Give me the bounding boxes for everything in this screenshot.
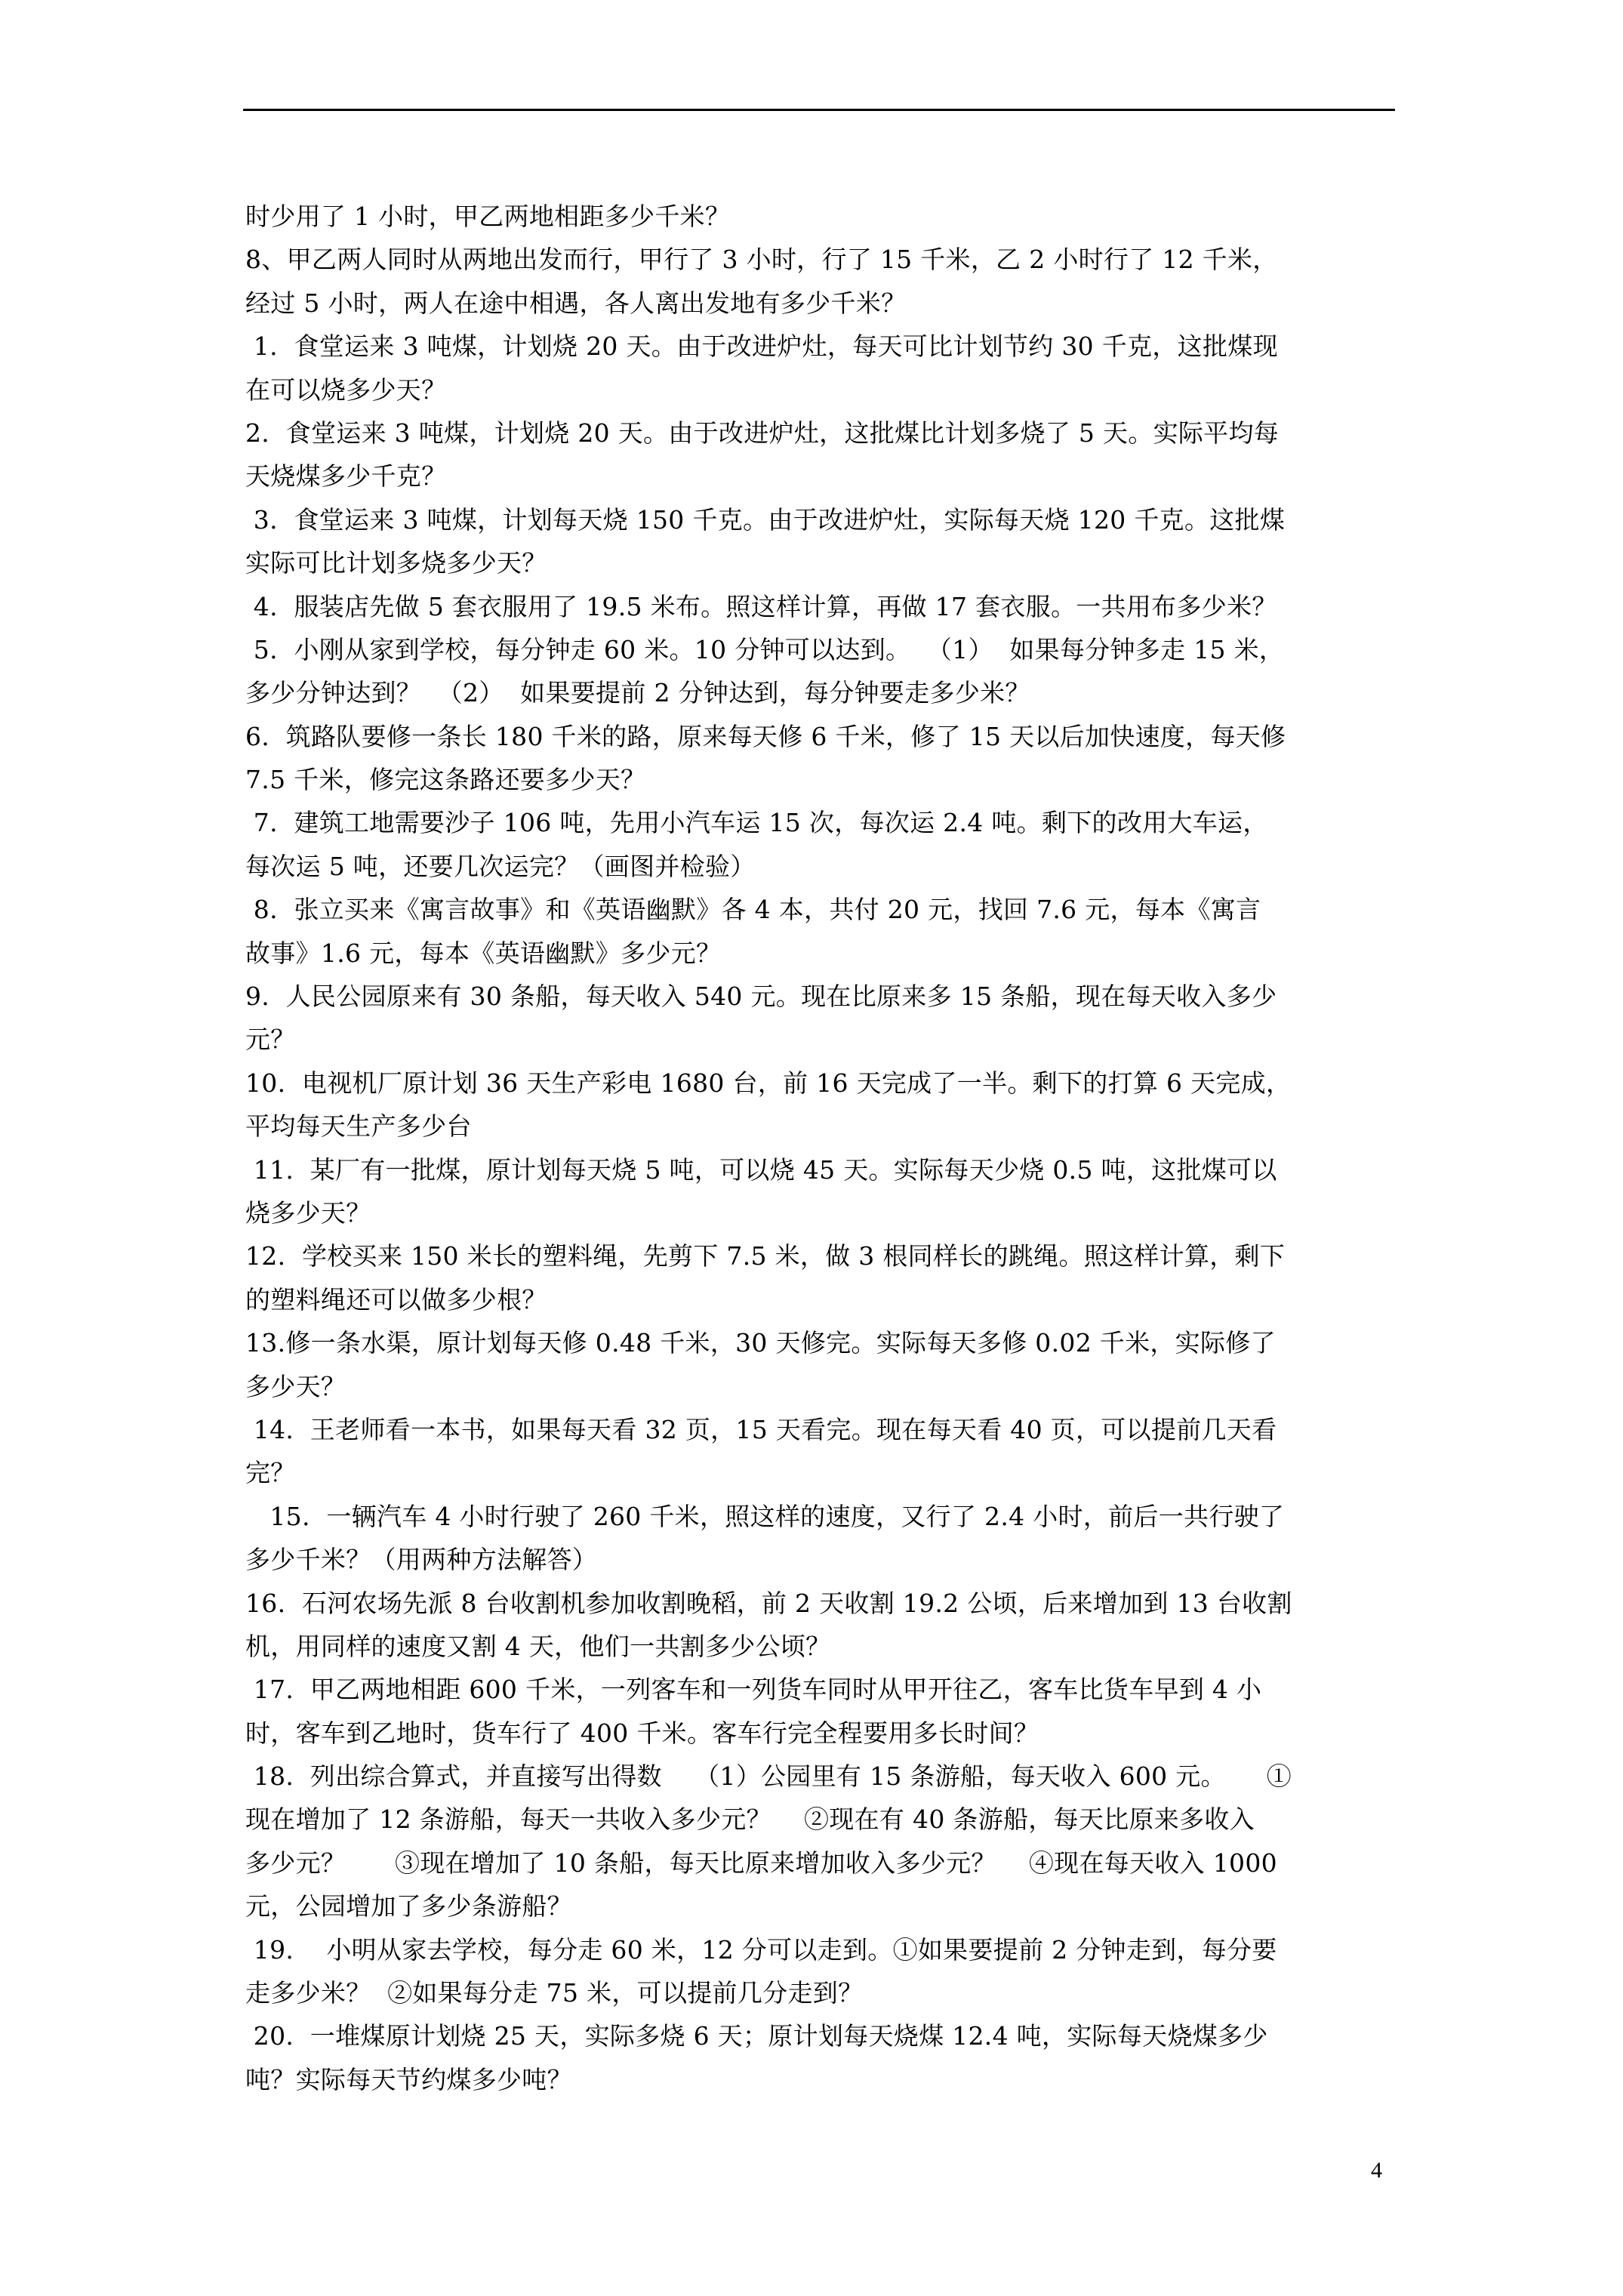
text-line: 16. 石河农场先派 8 台收割机参加收割晚稻，前 2 天收割 19.2 公顷，后来增加到 13 台收割: [245, 1588, 1292, 1618]
text-line: 多少千米？（用两种方法解答）: [245, 1545, 598, 1575]
text-line: 实际可比计划多烧多少天？: [245, 548, 547, 578]
text-line: 走多少米？ ②如果每分走 75 米，可以提前几分走到？: [245, 1978, 864, 2008]
text-line: 多少天？: [245, 1371, 346, 1401]
text-line: 4. 服装店先做 5 套衣服用了 19.5 米布。照这样计算，再做 17 套衣服。一共用布多少米？: [245, 591, 1277, 621]
text-line: 现在增加了 12 条游船，每天一共收入多少元？ ②现在有 40 条游船，每天比原来多收入: [245, 1804, 1255, 1835]
text-line: 每次运 5 吨，还要几次运完？（画图并检验）: [245, 851, 756, 881]
text-line: 3. 食堂运来 3 吨煤，计划每天烧 150 千克。由于改进炉灶，实际每天烧 120 千克。这批煤: [245, 504, 1286, 535]
text-line: 天烧煤多少千克？: [245, 461, 447, 492]
text-line: 平均每天生产多少台: [245, 1111, 472, 1142]
text-line: 多少元？ ③现在增加了 10 条船，每天比原来增加收入多少元？ ④现在每天收入 1000: [245, 1848, 1277, 1878]
text-line: 机，用同样的速度又割 4 天，他们一共割多少公顷？: [245, 1631, 831, 1661]
text-line: 时少用了 1 小时，甲乙两地相距多少千米？: [245, 202, 731, 231]
text-line: 15. 一辆汽车 4 小时行驶了 260 千米，照这样的速度，又行了 2.4 小时，前后一共行驶了: [245, 1501, 1285, 1531]
text-line: 8、甲乙两人同时从两地出发而行，甲行了 3 小时，行了 15 千米，乙 2 小时行了 12 千米，: [245, 245, 1278, 275]
header-rule: [243, 109, 1395, 111]
text-line: 故事》1.6 元，每本《英语幽默》多少元？: [245, 938, 722, 968]
text-line: 1. 食堂运来 3 吨煤，计划烧 20 天。由于改进炉灶，每天可比计划节约 30 千克，这批煤现: [245, 331, 1278, 362]
text-line: 元，公园增加了多少条游船？: [245, 1891, 572, 1922]
text-line: 2. 食堂运来 3 吨煤，计划烧 20 天。由于改进炉灶，这批煤比计划多烧了 5 天。实际平均每: [245, 418, 1280, 448]
text-line: 吨？实际每天节约煤多少吨？: [245, 2064, 572, 2094]
text-line: 5. 小刚从家到学校，每分钟走 60 米。10 分钟可以达到。 （1） 如果每分钟多走 15 米，: [245, 634, 1285, 664]
text-line: 14. 王老师看一本书，如果每天看 32 页，15 天看完。现在每天看 40 页，可以提前几天看: [245, 1414, 1277, 1444]
text-line: 12. 学校买来 150 米长的塑料绳，先剪下 7.5 米，做 3 根同样长的跳绳。照这样计算，剩下: [245, 1241, 1286, 1271]
text-line: 在可以烧多少天？: [245, 374, 447, 405]
text-line: 完？: [245, 1458, 296, 1488]
page-number: 4: [1371, 2158, 1382, 2183]
text-line: 7.5 千米，修完这条路还要多少天？: [245, 765, 646, 795]
text-line: 18. 列出综合算式，并直接写出得数 （1）公园里有 15 条游船，每天收入 600 元。 ①: [245, 1761, 1292, 1792]
text-line: 9. 人民公园原来有 30 条船，每天收入 540 元。现在比原来多 15 条船，现在每天收入多少: [245, 982, 1277, 1012]
text-line: 20. 一堆煤原计划烧 25 天，实际多烧 6 天；原计划每天烧煤 12.4 吨，实际每天烧煤多少: [245, 2021, 1268, 2051]
text-line: 19. 小明从家去学校，每分走 60 米，12 分可以走到。①如果要提前 2 分钟走到，每分要: [245, 1934, 1277, 1965]
document-body: [245, 195, 1400, 2101]
text-line: 17. 甲乙两地相距 600 千米，一列客车和一列货车同时从甲开往乙，客车比货车早到 4 小: [245, 1675, 1262, 1705]
text-line: 时，客车到乙地时，货车行了 400 千米。客车行完全程要用多长时间？: [245, 1718, 1039, 1748]
text-line: 8. 张立买来《寓言故事》和《英语幽默》各 4 本，共付 20 元，找回 7.6 元，每本《寓言: [245, 895, 1261, 925]
text-line: 11. 某厂有一批煤，原计划每天烧 5 吨，可以烧 45 天。实际每天少烧 0.5 吨，这批煤可以: [245, 1154, 1277, 1185]
text-line: 元？: [245, 1025, 296, 1055]
text-line: 烧多少天？: [245, 1197, 371, 1228]
text-line: 6. 筑路队要修一条长 180 千米的路，原来每天修 6 千米，修了 15 天以后加快速度，每天修: [245, 721, 1286, 751]
text-line: 7. 建筑工地需要沙子 106 吨，先用小汽车运 15 次，每次运 2.4 吨。剩下的改用大车运，: [245, 808, 1268, 838]
text-line: 多少分钟达到？ （2） 如果要提前 2 分钟达到，每分钟要走多少米？: [245, 678, 1030, 708]
text-line: 13.修一条水渠，原计划每天修 0.48 千米，30 天修完。实际每天多修 0.02 千米，实际修了: [245, 1328, 1276, 1358]
text-line: 10. 电视机厂原计划 36 天生产彩电 1680 台，前 16 天完成了一半。剩下的打算 6 天完成，: [245, 1068, 1292, 1098]
text-line: 经过 5 小时，两人在途中相遇，各人离出发地有多少千米？: [245, 288, 907, 318]
text-line: 的塑料绳还可以做多少根？: [245, 1284, 547, 1314]
